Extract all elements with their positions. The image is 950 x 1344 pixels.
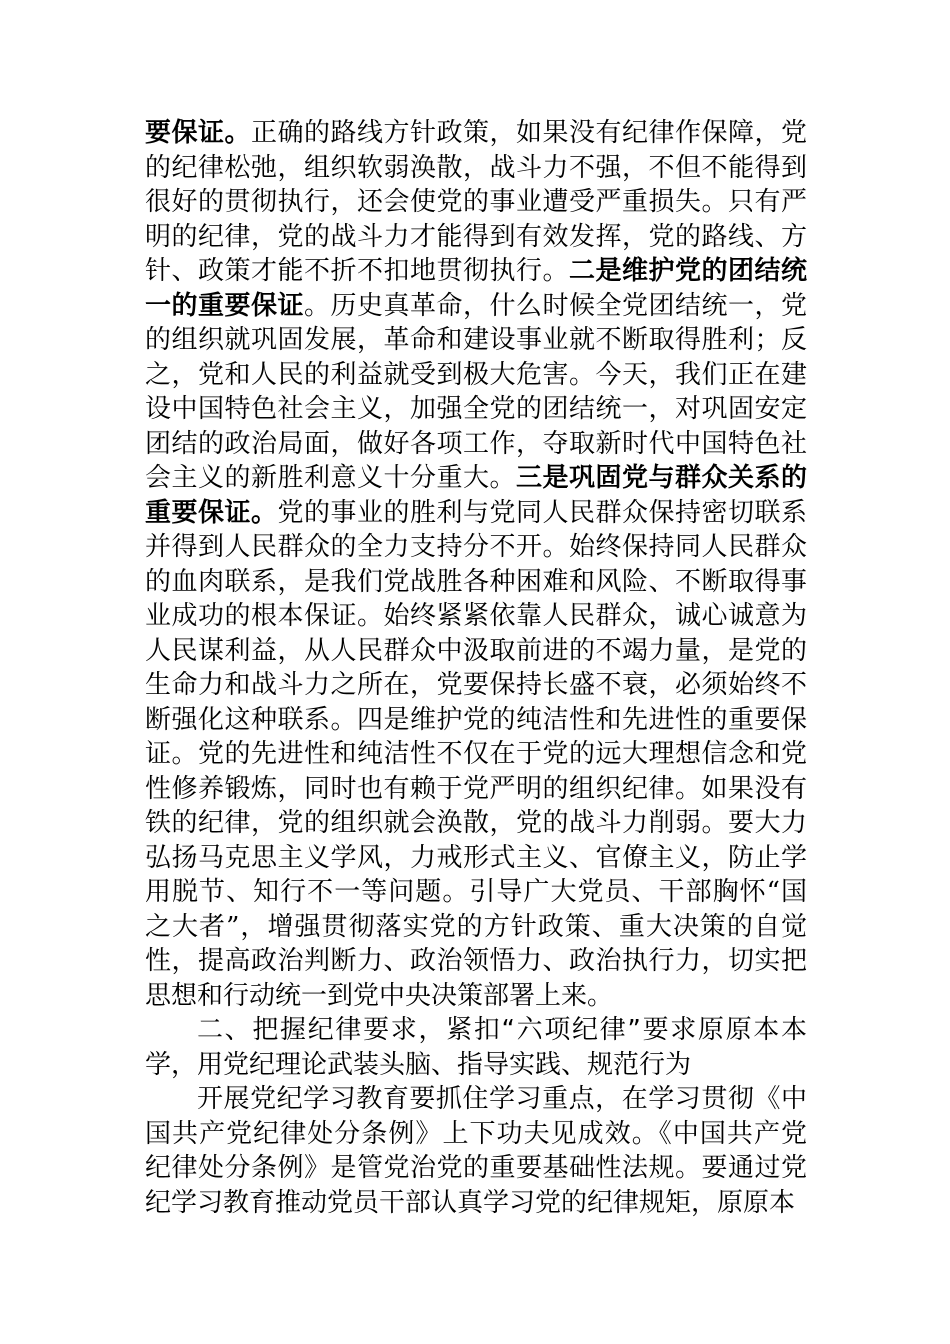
body-paragraph-study-regulations: 开展党纪学习教育要抓住学习重点，在学习贯彻《中国共产党纪律处分条例》上下功夫见成效。《中国共产党纪律处分条例》是管党治党的重要基础性法规。要通过党纪学习教育推动党员干部认真学习党的纪律规矩，原原本 xyxy=(145,1084,807,1218)
section-heading-two: 二、把握纪律要求，紧扣“六项纪律”要求原原本本学，用党纪理论武装头脑、指导实践、规范行为 xyxy=(145,1015,807,1080)
body-text: 。历史真革命，什么时候全党团结统一，党的组织就巩固发展，革命和建设事业就不断取得胜利；反之，党和人民的利益就受到极大危害。今天，我们正在建设中国特色社会主义，加强全党的团结统一，对巩固安定团结的政治局面，做好各项工作，夺取新时代中国特色社会主义的新胜利意义十分重大。 xyxy=(145,290,807,493)
body-text: 正确的路线方针政策，如果没有纪律作保障，党的纪律松弛，组织软弱涣散，战斗力不强，不但不能得到很好的贯彻执行，还会使党的事业遭受严重损失。只有严明的纪律，党的战斗力才能得到有效发挥，党的路线、方针、政策才能不折不扣地贯彻执行。 xyxy=(145,118,807,286)
bold-lead-text: 要保证。 xyxy=(145,118,251,148)
document-page xyxy=(145,116,807,1220)
body-text: 党的事业的胜利与党同人民群众保持密切联系并得到人民群众的全力支持分不开。始终保持同人民群众的血肉联系，是我们党战胜各种困难和风险、不断取得事业成功的根本保证。始终紧紧依靠人民群众，诚心诚意为人民谋利益，从人民群众中汲取前进的不竭力量，是党的生命力和战斗力之所在，党要保持长盛不衰，必须始终不断强化这种联系。四是维护党的纯洁性和先进性的重要保证。党的先进性和纯洁性不仅在于党的远大理想信念和党性修养锻炼，同时也有赖于党严明的组织纪律。如果没有铁的纪律，党的组织就会涣散，党的战斗力削弱。要大力弘扬马克思主义学风，力戒形式主义、官僚主义，防止学用脱节、知行不一等问题。引导广大党员、干部胸怀“国之大者”，增强贯彻落实党的方针政策、重大决策的自觉性，提高政治判断力、政治领悟力、政治执行力，切实把思想和行动统一到党中央决策部署上来。 xyxy=(145,497,807,1011)
bold-point-three: 三是巩固党与群众关系的重要保证。 xyxy=(145,463,807,528)
body-paragraph-discipline-guarantees xyxy=(145,116,807,1013)
bold-point-two: 二是维护党的团结统一的重要保证 xyxy=(145,256,807,321)
